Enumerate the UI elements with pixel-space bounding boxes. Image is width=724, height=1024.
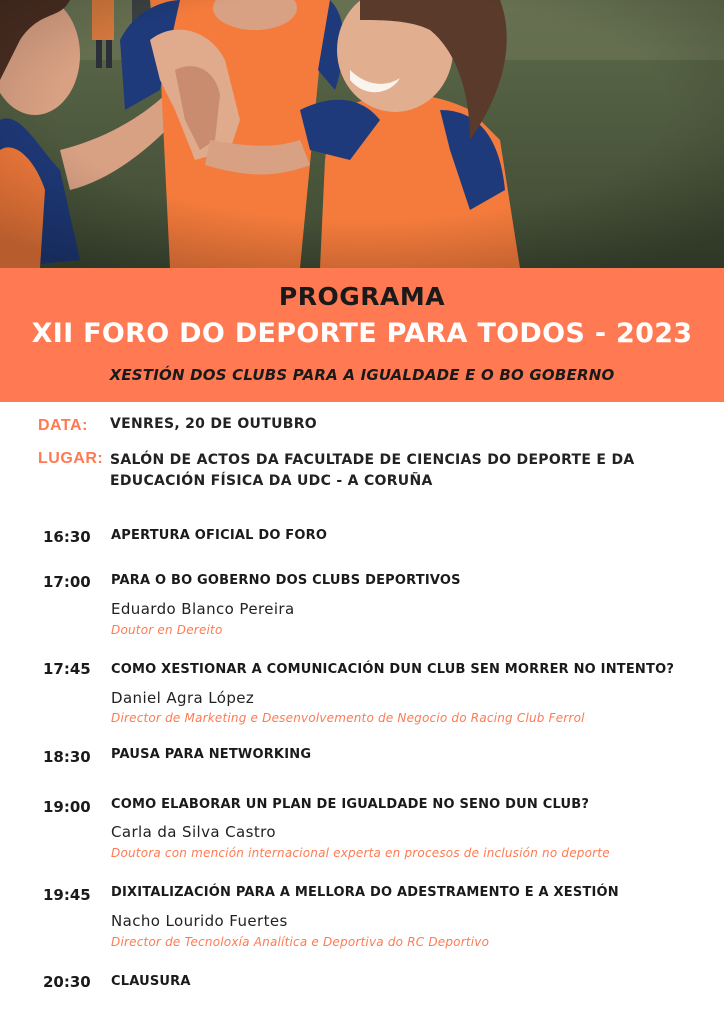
date-label: DATA:: [38, 417, 88, 434]
speaker-name: Nacho Lourido Fuertes: [111, 912, 288, 930]
speaker-name: Carla da Silva Castro: [111, 823, 276, 841]
speaker-role: Doutor en Dereito: [111, 623, 223, 637]
hero-illustration: [0, 0, 724, 268]
session-title: APERTURA OFICIAL DO FORO: [111, 528, 328, 543]
place-value-line-1: SALÓN DE ACTOS DA FACULTADE DE CIENCIAS DO DEPORTE E DA: [110, 452, 635, 468]
event-theme: XESTIÓN DOS CLUBS PARA A IGUALDADE E O BO GOBERNO: [109, 366, 615, 384]
session-time: 16:30: [43, 528, 91, 546]
speaker-role: Doutora con mención internacional experta en procesos de inclusión no deporte: [111, 846, 610, 860]
date-value: VENRES, 20 DE OUTUBRO: [110, 416, 317, 432]
speaker-name: Daniel Agra López: [111, 689, 255, 707]
hero-photo: [0, 0, 724, 268]
session-title: CLAUSURA: [111, 974, 191, 989]
session-time: 17:45: [43, 660, 91, 678]
program-title: PROGRAMA: [278, 282, 446, 311]
session-title: DIXITALIZACIÓN PARA A MELLORA DO ADESTRAMENTO E A XESTIÓN: [111, 885, 619, 900]
speaker-role: Director de Marketing e Desenvolvemento de Negocio do Racing Club Ferrol: [111, 711, 585, 725]
session-time: 20:30: [43, 973, 91, 991]
session-title: PARA O BO GOBERNO DOS CLUBS DEPORTIVOS: [111, 573, 461, 588]
session-title: COMO XESTIONAR A COMUNICACIÓN DUN CLUB SEN MORRER NO INTENTO?: [111, 662, 675, 677]
speaker-role: Director de Tecnoloxía Analítica e Deportiva do RC Deportivo: [111, 935, 490, 949]
place-label: LUGAR:: [38, 450, 104, 467]
session-title: PAUSA PARA NETWORKING: [111, 747, 312, 762]
session-time: 17:00: [43, 573, 91, 591]
place-value-line-2: EDUCACIÓN FÍSICA DA UDC - A CORUÑA: [110, 473, 433, 489]
title-banner: [0, 268, 724, 402]
session-time: 19:00: [43, 798, 91, 816]
session-time: 19:45: [43, 886, 91, 904]
session-time: 18:30: [43, 748, 91, 766]
event-name: XII FORO DO DEPORTE PARA TODOS - 2023: [31, 318, 693, 349]
speaker-name: Eduardo Blanco Pereira: [111, 600, 295, 618]
session-title: COMO ELABORAR UN PLAN DE IGUALDADE NO SENO DUN CLUB?: [111, 797, 590, 812]
